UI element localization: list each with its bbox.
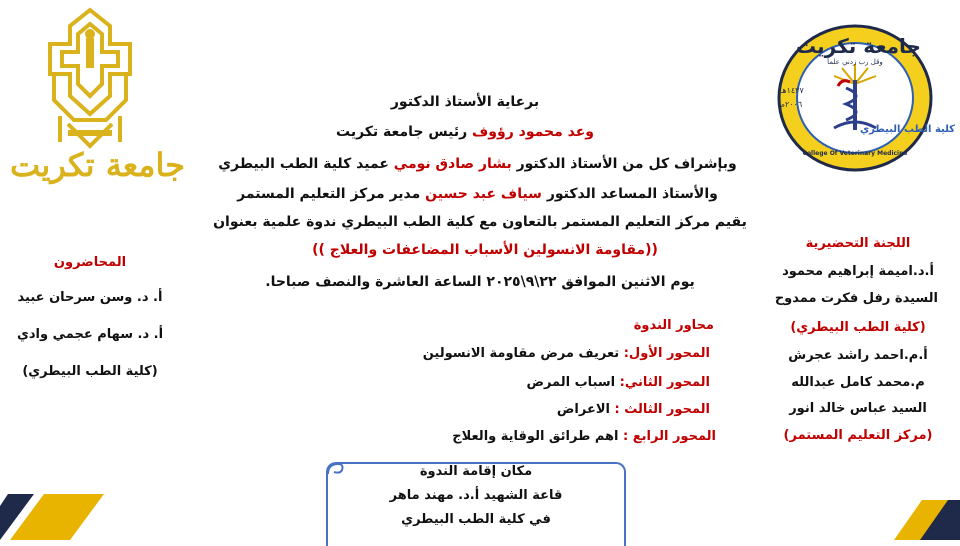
committee-member: م.محمد كامل عبدالله bbox=[791, 375, 925, 390]
committee-member: أ.د.اميمة إبراهيم محمود bbox=[782, 264, 934, 279]
supervision-text: وبإشراف كل من الأستاذ الدكتور bbox=[516, 156, 737, 172]
seminar-date: يوم الاثنين الموافق ٢٢\٩\٢٠٢٥ الساعة العاشرة والنصف صباحا. bbox=[265, 274, 695, 290]
seal-college-english: College Of Veterinary Medicine bbox=[802, 150, 908, 157]
axis-text: اهم طرائق الوقاية والعلاج bbox=[452, 429, 619, 444]
veterinary-college-logo bbox=[776, 24, 955, 172]
president-name: وعد محمود رؤوف bbox=[472, 124, 594, 140]
tikrit-university-logo bbox=[6, 4, 185, 190]
dean-title: عميد كلية الطب البيطري bbox=[218, 156, 389, 172]
committee-member: السيد عباس خالد انور bbox=[789, 401, 927, 416]
seminar-intro-line: يقيم مركز التعليم المستمر بالتعاون مع كلية الطب البيطري ندوة علمية بعنوان bbox=[213, 214, 747, 230]
dean-name: بشار صادق نومي bbox=[393, 156, 512, 172]
axis-label: المحور الرابع : bbox=[623, 429, 716, 444]
venue-frame bbox=[326, 462, 626, 546]
axis-item bbox=[380, 375, 710, 390]
axes-heading: محاور الندوة bbox=[633, 318, 714, 333]
lecturers-heading: المحاضرون bbox=[53, 255, 127, 270]
lecturer-name: أ. د. سهام عجمي وادي bbox=[16, 327, 164, 342]
committee-member: السيدة رفل فكرت ممدوح bbox=[774, 291, 938, 306]
committee-member: أ.م.احمد راشد عجرش bbox=[788, 348, 928, 363]
venue-hall: قاعة الشهيد أ.د. مهند ماهر bbox=[389, 488, 563, 503]
committee-affiliation: (مركز التعليم المستمر) bbox=[783, 428, 933, 443]
president-title: رئيس جامعة تكريت bbox=[336, 124, 468, 140]
committee-affiliation: (كلية الطب البيطري) bbox=[790, 320, 926, 335]
venue-heading: مكان إقامة الندوة bbox=[419, 464, 533, 479]
corner-decoration-bottom-left bbox=[0, 494, 110, 540]
seal-arc-title: جامعة تكريت bbox=[796, 34, 921, 58]
seal-motto: وقل رب زدني علماً bbox=[827, 58, 883, 66]
corner-decoration-bottom-right bbox=[880, 500, 960, 540]
axis-item bbox=[380, 346, 710, 361]
axis-label: المحور الثاني: bbox=[619, 375, 710, 390]
lecturers-affiliation: (كلية الطب البيطري) bbox=[22, 364, 158, 379]
committee-heading: اللجنة التحضيرية bbox=[805, 236, 911, 251]
tikrit-university-logo-text: جامعة تكريت bbox=[10, 146, 185, 184]
dean-line bbox=[200, 156, 755, 172]
axis-label: المحور الأول: bbox=[623, 346, 710, 361]
axis-label: المحور الثالث : bbox=[614, 402, 710, 417]
president-line bbox=[300, 124, 630, 140]
director-name: سياف عبد حسين bbox=[425, 186, 542, 202]
seal-year-hijri: ١٤٢٧هـ bbox=[780, 86, 804, 95]
lecturer-name: أ. د. وسن سرحان عبيد bbox=[17, 290, 163, 305]
axis-text: تعريف مرض مقاومة الانسولين bbox=[422, 346, 620, 361]
venue-college: في كلية الطب البيطري bbox=[401, 512, 551, 527]
seminar-title: ((مقاومة الانسولين الأسباب المضاعفات والعلاج )) bbox=[312, 242, 658, 258]
patronage-line: برعاية الأستاذ الدكتور bbox=[390, 94, 540, 110]
director-line bbox=[225, 186, 730, 202]
seal-college-arabic: كلية الطب البيطري bbox=[860, 124, 955, 135]
axis-text: الاعراض bbox=[556, 402, 610, 417]
axis-item bbox=[380, 402, 710, 417]
axis-text: اسباب المرض bbox=[526, 375, 616, 390]
director-title: مدير مركز التعليم المستمر bbox=[237, 186, 421, 202]
assistant-prof-text: والأستاذ المساعد الدكتور bbox=[546, 186, 718, 202]
axis-item bbox=[380, 429, 716, 444]
seal-year-gregorian: ٢٠٠٦م bbox=[780, 100, 803, 109]
